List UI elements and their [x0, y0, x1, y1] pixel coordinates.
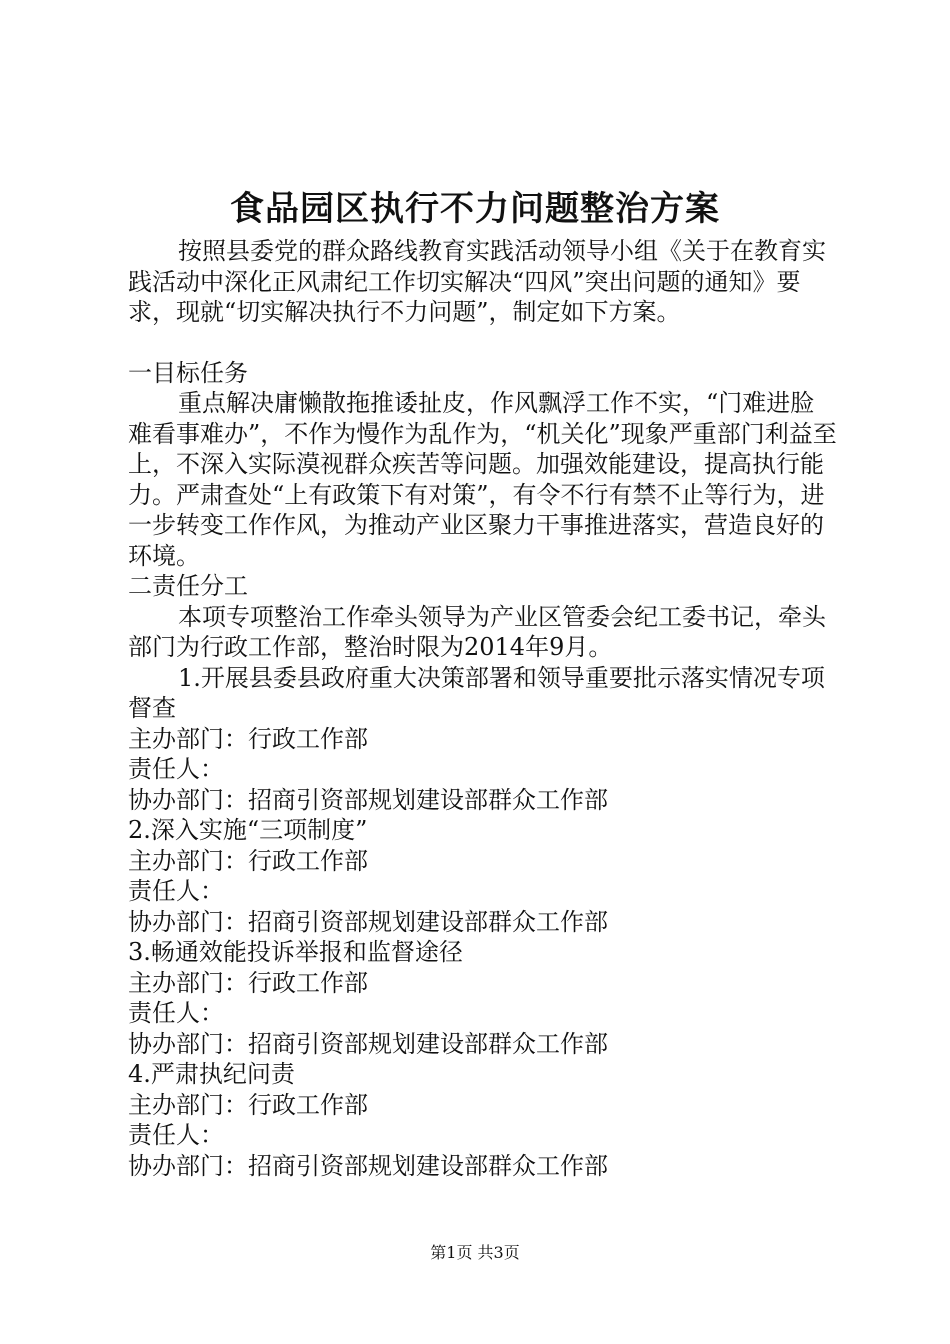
section-heading-responsibilities: 二责任分工 — [128, 572, 248, 600]
item-title: 1.开展县委县政府重大决策部署和领导重要批示落实情况专项督查 — [128, 663, 825, 722]
item-title: 2.深入实施“三项制度” — [128, 816, 368, 844]
item-host-department: 主办部门：行政工作部 — [128, 968, 368, 997]
item-responsible-person: 责任人： — [128, 1121, 224, 1149]
item-assist-departments: 协办部门：招商引资部规划建设部群众工作部 — [128, 785, 608, 814]
item-responsible-person: 责任人： — [128, 755, 224, 783]
paragraph-gap — [128, 328, 838, 358]
page-footer: 第1页 共3页 — [430, 1243, 520, 1262]
intro-paragraph: 按照县委党的群众路线教育实践活动领导小组《关于在教育实践活动中深化正风肃纪工作切实解决“四风”突出问题的通知》要求，现就“切实解决执行不力问题”，制定如下方案。 — [128, 237, 826, 326]
section-body-responsibilities: 本项专项整治工作牵头领导为产业区管委会纪工委书记，牵头部门为行政工作部，整治时限为2014年9月。 — [128, 602, 826, 661]
item-assist-departments: 协办部门：招商引资部规划建设部群众工作部 — [128, 1029, 608, 1058]
item-title: 3.畅通效能投诉举报和监督途径 — [128, 938, 463, 966]
item-title: 4.严肃执纪问责 — [128, 1060, 295, 1088]
item-host-department: 主办部门：行政工作部 — [128, 846, 368, 875]
document-title: 食品园区执行不力问题整治方案 — [230, 189, 720, 229]
item-host-department: 主办部门：行政工作部 — [128, 724, 368, 753]
section-body-goals: 重点解决庸懒散拖推诿扯皮，作风飘浮工作不实，“门难进脸难看事难办”，不作为慢作为乱作为，“机关化”现象严重部门利益至上，不深入实际漠视群众疾苦等问题。加强效能建设，提高执行能力。严肃查处“上有政策下有对策”，有令不行有禁不止等行为，进一步转变工作作风，为推动产业区聚力干事推进落实，营造良好的环境。 — [128, 389, 837, 570]
document-body — [128, 236, 838, 1181]
section-heading-goals: 一目标任务 — [128, 358, 248, 387]
item-host-department: 主办部门：行政工作部 — [128, 1090, 368, 1119]
item-assist-departments: 协办部门：招商引资部规划建设部群众工作部 — [128, 1151, 608, 1180]
item-responsible-person: 责任人： — [128, 877, 224, 905]
item-responsible-person: 责任人： — [128, 999, 224, 1027]
item-assist-departments: 协办部门：招商引资部规划建设部群众工作部 — [128, 907, 608, 936]
